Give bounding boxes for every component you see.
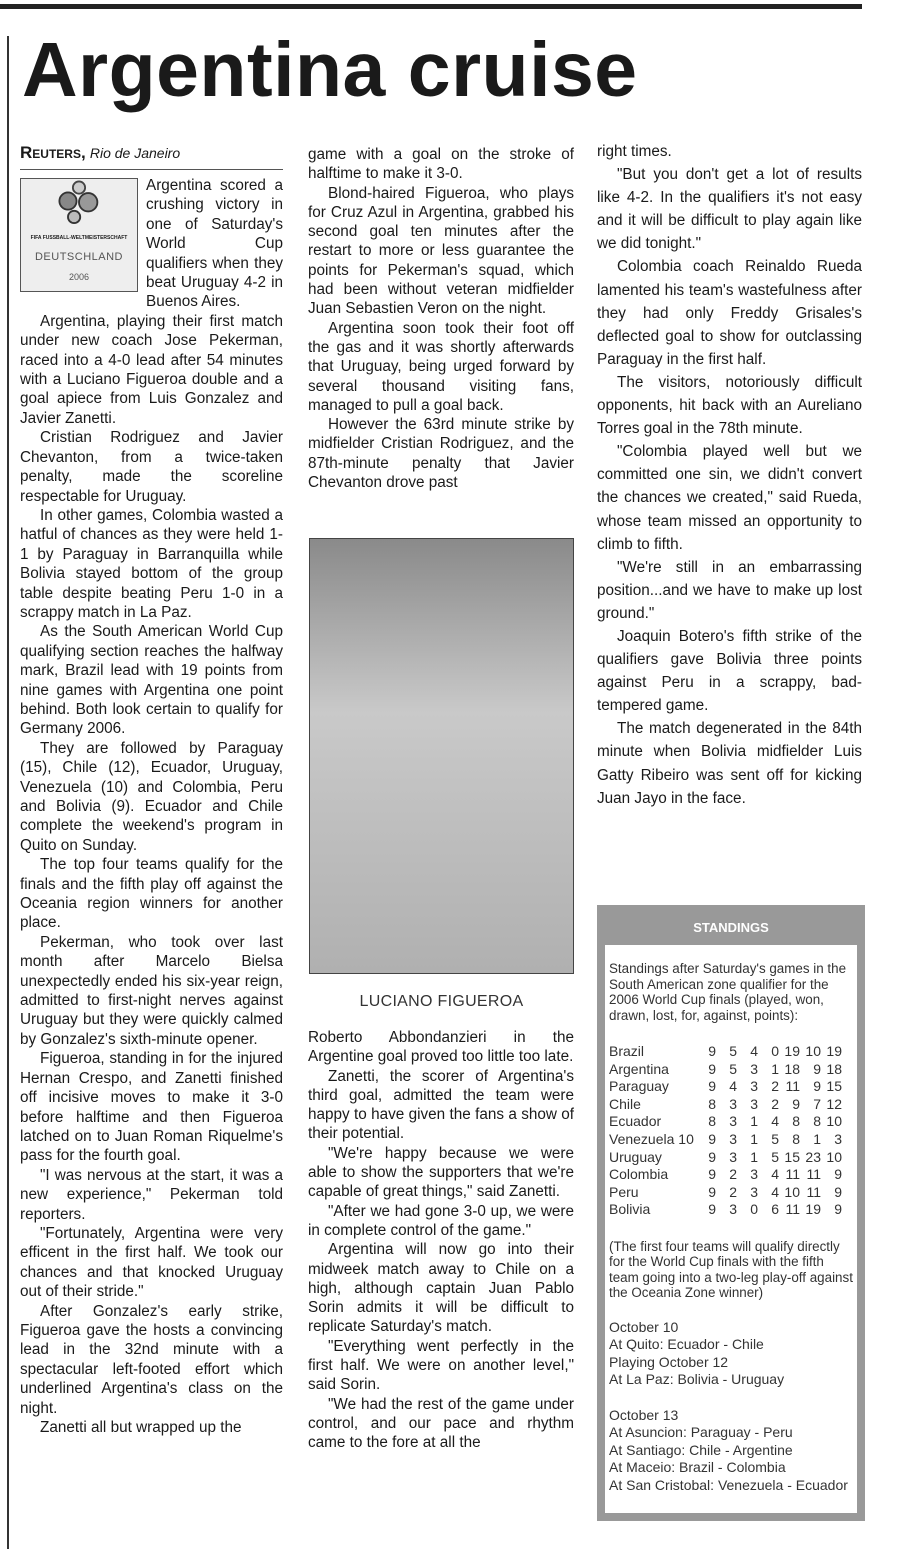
fixture-line: At Quito: Ecuador - Chile [609, 1336, 764, 1353]
stat-cell: 2 [729, 1166, 737, 1183]
stat-cell: 15 [826, 1078, 842, 1095]
paragraph: After Gonzalez's early strike, Figueroa gave the hosts a convincing lead in the 32nd minute with a spectacular left-footed effort which underlined Argentina's class on the night. [20, 1302, 283, 1417]
stat-cell: 3 [729, 1130, 737, 1147]
stat-cell: 18 [784, 1060, 800, 1077]
team-name: Ecuador [609, 1113, 662, 1130]
column-3 [597, 140, 862, 810]
stat-cell: 9 [792, 1095, 800, 1112]
paragraph: Argentina soon took their foot off the gas and it was shortly afterwards that Uruguay, being urged forward by several thousand visiting fans, managed to pull a goal back. [308, 319, 574, 414]
team-name: Paraguay [609, 1078, 669, 1095]
logo-line-3: 2006 [68, 271, 90, 282]
stat-cell: 11 [806, 1183, 821, 1200]
team-name: Peru [609, 1183, 639, 1200]
paragraph: Blond-haired Figueroa, who plays for Cruz Azul in Argentina, grabbed his second goal ten minutes after the restart to more or less guarantee the points for Pekerman's squad, which had been without veteran midfielder Juan Sebastien Veron on the night. [308, 184, 574, 318]
fixture-line: At Santiago: Chile - Argentine [609, 1441, 793, 1458]
stat-cell: 3 [750, 1183, 758, 1200]
stat-cell: 18 [826, 1060, 842, 1077]
headline: Argentina cruise [22, 27, 638, 113]
paragraph: The visitors, notoriously difficult opponents, hit back with an Aureliano Torres goal in the 78th minute. [597, 373, 862, 438]
team-name: Uruguay [609, 1148, 662, 1165]
stat-cell: 3 [750, 1166, 758, 1183]
stat-cell: 3 [729, 1095, 737, 1112]
stat-cell: 11 [785, 1201, 800, 1218]
byline-place: Rio de Janeiro [89, 145, 181, 161]
paragraph: Colombia coach Reinaldo Rueda lamented his team's wastefulness after they had only Freddy Grisales's deflected goal to show for outclassing Paraguay in the first half. [597, 258, 862, 368]
stat-cell: 9 [834, 1166, 842, 1183]
paragraph: "After we had gone 3-0 up, we were in complete control of the game." [308, 1202, 574, 1239]
stat-cell: 8 [708, 1095, 716, 1112]
stat-cell: 3 [729, 1201, 737, 1218]
team-name: Bolivia [609, 1201, 651, 1218]
stat-cell: 8 [813, 1113, 821, 1130]
fixture-line: At Maceio: Brazil - Colombia [609, 1459, 786, 1476]
stat-cell: 0 [771, 1043, 779, 1059]
stat-cell: 11 [785, 1078, 800, 1095]
paragraph: However the 63rd minute strike by midfielder Cristian Rodriguez, and the 87th-minute penalty that Javier Chevanton drove past [308, 416, 574, 492]
stat-cell: 5 [771, 1148, 779, 1165]
standings-row [609, 1078, 842, 1096]
world-cup-emblem-icon [39, 179, 119, 227]
stat-cell: 11 [806, 1166, 821, 1183]
team-name: Venezuela 10 [609, 1130, 694, 1147]
paragraph: Zanetti all but wrapped up the [40, 1419, 242, 1436]
fixture-line: October 10 [609, 1318, 679, 1335]
standings-note: (The first four teams will qualify directly for the World Cup finals with the fifth team going into a two-leg play-off against the Oceania Zone winner) [609, 1238, 853, 1301]
byline-agency: Reuters, [20, 143, 86, 162]
paragraph: Joaquin Botero's fifth strike of the qualifiers gave Bolivia three points against Peru in a scrappy, bad-tempered game. [597, 627, 862, 715]
stat-cell: 10 [805, 1043, 821, 1059]
stat-cell: 10 [784, 1183, 800, 1200]
photo-luciano-figueroa [309, 538, 574, 974]
stat-cell: 5 [729, 1060, 737, 1077]
stat-cell: 9 [708, 1201, 716, 1218]
standings-row [609, 1201, 842, 1219]
stat-cell: 9 [813, 1078, 821, 1095]
fixture-line: Playing October 12 [609, 1353, 729, 1370]
stat-cell: 1 [813, 1130, 821, 1147]
column-2-top [308, 145, 574, 492]
stat-cell: 3 [834, 1130, 842, 1147]
paragraph: game with a goal on the stroke of halftime to make it 3-0. [308, 146, 574, 183]
stat-cell: 1 [750, 1113, 758, 1130]
fixtures-october-13 [609, 1407, 853, 1495]
paragraph: "I was nervous at the start, it was a new experience," Pekerman told reporters. [20, 1166, 283, 1223]
stat-cell: 3 [750, 1095, 758, 1112]
stat-cell: 11 [785, 1166, 800, 1183]
top-rule [0, 4, 862, 9]
stat-cell: 10 [826, 1113, 842, 1130]
stat-cell: 4 [771, 1166, 779, 1183]
paragraph: Figueroa, standing in for the injured Hernan Crespo, and Zanetti finished off incisive moves to make it 3-0 before halftime and then Figueroa latched on to Juan Roman Riquelme's pass for the fourth goal. [20, 1050, 283, 1165]
stat-cell: 4 [729, 1078, 737, 1095]
fixtures-october-10 [609, 1319, 853, 1389]
paragraph: Pekerman, who took over last month after Marcelo Bielsa unexpectedly ended his six-year reign, admitted to first-night nerves against Uruguay but they were quickly calmed by Gonzalez's sixth-minute opener. [20, 933, 283, 1048]
standings-row [609, 1184, 842, 1202]
stat-cell: 9 [708, 1183, 716, 1200]
team-name: Colombia [609, 1166, 669, 1183]
stat-cell: 9 [834, 1183, 842, 1200]
stat-cell: 3 [750, 1078, 758, 1095]
stat-cell: 4 [771, 1113, 779, 1130]
stat-cell: 9 [708, 1060, 716, 1077]
paragraph: The top four teams qualify for the finals and the fifth play off against the Oceania region winners for another place. [20, 856, 283, 932]
stat-cell: 12 [826, 1095, 842, 1112]
standings-row [609, 1096, 842, 1114]
paragraph: They are followed by Paraguay (15), Chile (12), Ecuador, Uruguay, Venezuela (10) and Colombia, Peru and Bolivia (9). Ecuador and Chile complete the weekend's program in Quito on Sunday. [20, 739, 283, 854]
stat-cell: 7 [813, 1095, 821, 1112]
team-name: Brazil [609, 1043, 645, 1059]
stat-cell: 8 [708, 1113, 716, 1130]
standings-intro: Standings after Saturday's games in the South American zone qualifier for the 2006 World Cup finals (played, won, drawn, lost, for, against, points): [609, 961, 847, 1023]
stat-cell: 9 [708, 1078, 716, 1095]
team-name: Chile [609, 1095, 641, 1112]
left-rule [7, 36, 9, 1549]
stat-cell: 6 [771, 1201, 779, 1218]
logo-line-2: DEUTSCHLAND [34, 251, 123, 264]
standings-row [609, 1113, 842, 1131]
stat-cell: 9 [813, 1060, 821, 1077]
stat-cell: 4 [771, 1183, 779, 1200]
paragraph: Roberto Abbondanzieri in the Argentine goal proved too little too late. [308, 1029, 574, 1066]
column-2-bottom [308, 1028, 574, 1453]
stat-cell: 3 [729, 1113, 737, 1130]
paragraph: "Everything went perfectly in the first half. We were on another level," said Sorin. [308, 1337, 574, 1394]
standings-box [597, 905, 865, 1521]
stat-cell: 10 [826, 1148, 842, 1165]
stat-cell: 9 [708, 1130, 716, 1147]
paragraph: "Colombia played well but we committed one sin, we didn't convert the chances we created," said Rueda, whose team missed an opportunity to climb to fifth. [597, 443, 862, 553]
paragraph: Zanetti, the scorer of Argentina's third goal, admitted the team were happy to have given the fans a show of their potential. [308, 1067, 574, 1143]
stat-cell: 9 [708, 1148, 716, 1165]
paragraph: Cristian Rodriguez and Javier Chevanton, from a twice-taken penalty, made the scoreline respectable for Uruguay. [20, 429, 283, 505]
paragraph: The match degenerated in the 84th minute when Bolivia midfielder Luis Gatty Ribeiro was sent off for kicking Juan Jayo in the face. [597, 720, 862, 807]
fixture-line: At La Paz: Bolivia - Uruguay [609, 1371, 785, 1388]
paragraph: right times. [597, 143, 672, 160]
standings-row [609, 1043, 842, 1061]
standings-row [609, 1166, 842, 1184]
stat-cell: 1 [750, 1130, 758, 1147]
byline [20, 143, 283, 170]
stat-cell: 19 [805, 1201, 821, 1218]
logo-line-1: FIFA FUSSBALL-WELTMEISTERSCHAFT [30, 234, 128, 241]
paragraph: Argentina will now go into their midweek match away to Chile on a high, although captain Juan Pablo Sorin admits it will be difficult to replicate Saturday's match. [308, 1241, 574, 1336]
paragraph: "We had the rest of the game under control, and our pace and rhythm came to the fore at all the [308, 1395, 574, 1452]
fixture-line: October 13 [609, 1406, 679, 1423]
standings-row [609, 1061, 842, 1079]
photo-caption: LUCIANO FIGUEROA [359, 993, 524, 1010]
paragraph: "But you don't get a lot of results like 4-2. In the qualifiers it's not easy and it will be difficult to play again like we did tonight." [597, 166, 862, 253]
stat-cell: 2 [771, 1095, 779, 1112]
stat-cell: 19 [826, 1043, 842, 1059]
fixture-line: At Asuncion: Paraguay - Peru [609, 1424, 793, 1441]
column-1 [20, 176, 283, 1437]
stat-cell: 5 [771, 1130, 779, 1147]
stat-cell: 0 [750, 1201, 758, 1218]
stat-cell: 1 [750, 1148, 758, 1165]
standings-table [609, 1043, 842, 1219]
stat-cell: 3 [729, 1148, 737, 1165]
stat-cell: 15 [784, 1148, 800, 1165]
stat-cell: 3 [750, 1060, 758, 1077]
stat-cell: 5 [729, 1043, 737, 1059]
paragraph: As the South American World Cup qualifying section reaches the halfway mark, Brazil lead with 19 points from nine games with Argentina one point behind. Both look certain to qualify for Germany 2006. [20, 623, 283, 738]
paragraph: In other games, Colombia wasted a hatful of chances as they were held 1-1 by Paraguay in Barranquilla while Bolivia stayed bottom of the group table despite beating Peru 1-0 in a scrappy match in La Paz. [20, 506, 283, 621]
standings-row [609, 1149, 842, 1167]
stat-cell: 1 [771, 1060, 779, 1077]
paragraph: Argentina scored a crushing victory in one of Saturday's World Cup qualifiers when they beat Uruguay 4-2 in Buenos Aires. [146, 177, 283, 311]
standings-row [609, 1131, 842, 1149]
stat-cell: 4 [750, 1043, 758, 1059]
stat-cell: 2 [729, 1183, 737, 1200]
team-name: Argentina [609, 1060, 669, 1077]
stat-cell: 9 [708, 1043, 716, 1059]
stat-cell: 2 [771, 1078, 779, 1095]
paragraph: Argentina, playing their first match under new coach Jose Pekerman, raced into a 4-0 lead after 54 minutes with a Luciano Figueroa double and a goal apiece from Luis Gonzalez and Javier Zanetti. [20, 312, 283, 427]
standings-title: STANDINGS [597, 905, 865, 945]
stat-cell: 9 [708, 1166, 716, 1183]
stat-cell: 23 [805, 1148, 821, 1165]
paragraph: "Fortunately, Argentina were very efficent in the first half. We took our chances and that knocked Uruguay out of their stride." [20, 1224, 283, 1301]
world-cup-2006-logo [20, 178, 138, 292]
stat-cell: 8 [792, 1113, 800, 1130]
paragraph: "We're still in an embarrassing position...and we have to make up lost ground." [597, 558, 862, 622]
stat-cell: 19 [784, 1043, 800, 1059]
stat-cell: 9 [834, 1201, 842, 1218]
stat-cell: 8 [792, 1130, 800, 1147]
paragraph: "We're happy because we were able to show the supporters that we're capable of great things," said Zanetti. [308, 1144, 574, 1201]
fixture-line: At San Cristobal: Venezuela - Ecuador [609, 1476, 848, 1493]
